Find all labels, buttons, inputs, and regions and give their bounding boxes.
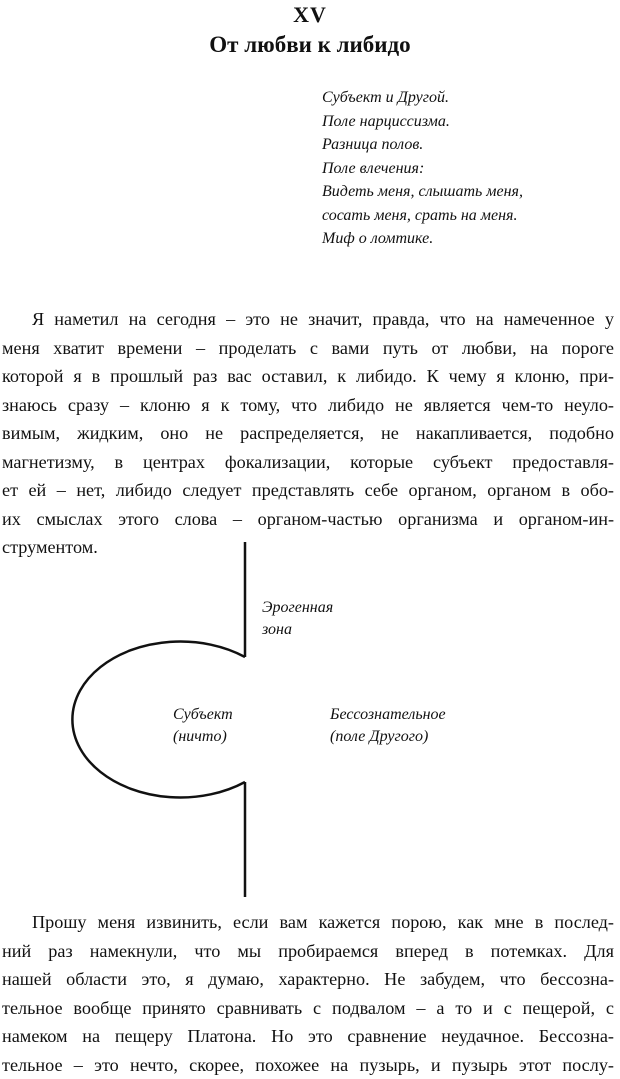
- epigraph-line: Субъект и Другой.: [322, 86, 612, 110]
- body-paragraph-2: [2, 908, 614, 1079]
- label-line: зона: [262, 619, 333, 641]
- epigraph-line: сосать меня, срать на меня.: [322, 204, 612, 228]
- paragraph-line: Я наметил на сегодня – это не значит, правда, что на намеченное у: [2, 305, 614, 334]
- libido-diagram: [0, 542, 620, 902]
- unconscious-label: [330, 704, 446, 748]
- paragraph-line: знаюсь сразу – клоню я к тому, что либидо не является чем-то неуло-: [2, 391, 614, 420]
- subject-label: [173, 704, 233, 748]
- epigraph-line: Поле нарциссизма.: [322, 110, 612, 134]
- label-line: Бессознательное: [330, 704, 446, 726]
- epigraph: [322, 86, 612, 251]
- paragraph-line: намеком на пещеру Платона. Но это сравнение неудачное. Бессозна-: [2, 1022, 614, 1051]
- label-line: Эрогенная: [262, 597, 333, 619]
- paragraph-line: магнетизму, в центрах фокализации, которые субъект предоставля-: [2, 448, 614, 477]
- epigraph-line: Разница полов.: [322, 133, 612, 157]
- paragraph-line: тельное – это нечто, скорее, похожее на пузырь, и пузырь этот послу-: [2, 1051, 614, 1079]
- paragraph-line: Прошу меня извинить, если вам кажется порою, как мне в послед-: [2, 908, 614, 937]
- chapter-number: XV: [0, 2, 620, 28]
- label-line: (поле Другого): [330, 726, 446, 748]
- paragraph-line: нашей области это, я думаю, характерно. Не забудем, что бессозна-: [2, 965, 614, 994]
- epigraph-line: Видеть меня, слышать меня,: [322, 180, 612, 204]
- paragraph-line: струментом.: [2, 533, 614, 562]
- label-line: Субъект: [173, 704, 233, 726]
- paragraph-line: тельное вообще принято сравнивать с подвалом – а то и с пещерой, с: [2, 994, 614, 1023]
- epigraph-line: Поле влечения:: [322, 157, 612, 181]
- paragraph-line: которой я в прошлый раз вас оставил, к либидо. К чему я клоню, при-: [2, 362, 614, 391]
- paragraph-line: их смыслах этого слова – органом-частью организма и органом-ин-: [2, 505, 614, 534]
- paragraph-line: ний раз намекнули, что мы пробираемся вперед в потемках. Для: [2, 937, 614, 966]
- epigraph-line: Миф о ломтике.: [322, 227, 612, 251]
- paragraph-line: вимым, жидким, оно не распределяется, не накапливается, подобно: [2, 419, 614, 448]
- erogenous-zone-label: [262, 597, 333, 641]
- chapter-title: От любви к либидо: [0, 32, 620, 58]
- label-line: (ничто): [173, 726, 233, 748]
- body-paragraph-1: [2, 305, 614, 562]
- paragraph-line: ет ей – нет, либидо следует представлять себе органом, органом в обо-: [2, 476, 614, 505]
- diagram-figure: [0, 542, 620, 902]
- paragraph-line: меня хватит времени – проделать с вами путь от любви, на пороге: [2, 334, 614, 363]
